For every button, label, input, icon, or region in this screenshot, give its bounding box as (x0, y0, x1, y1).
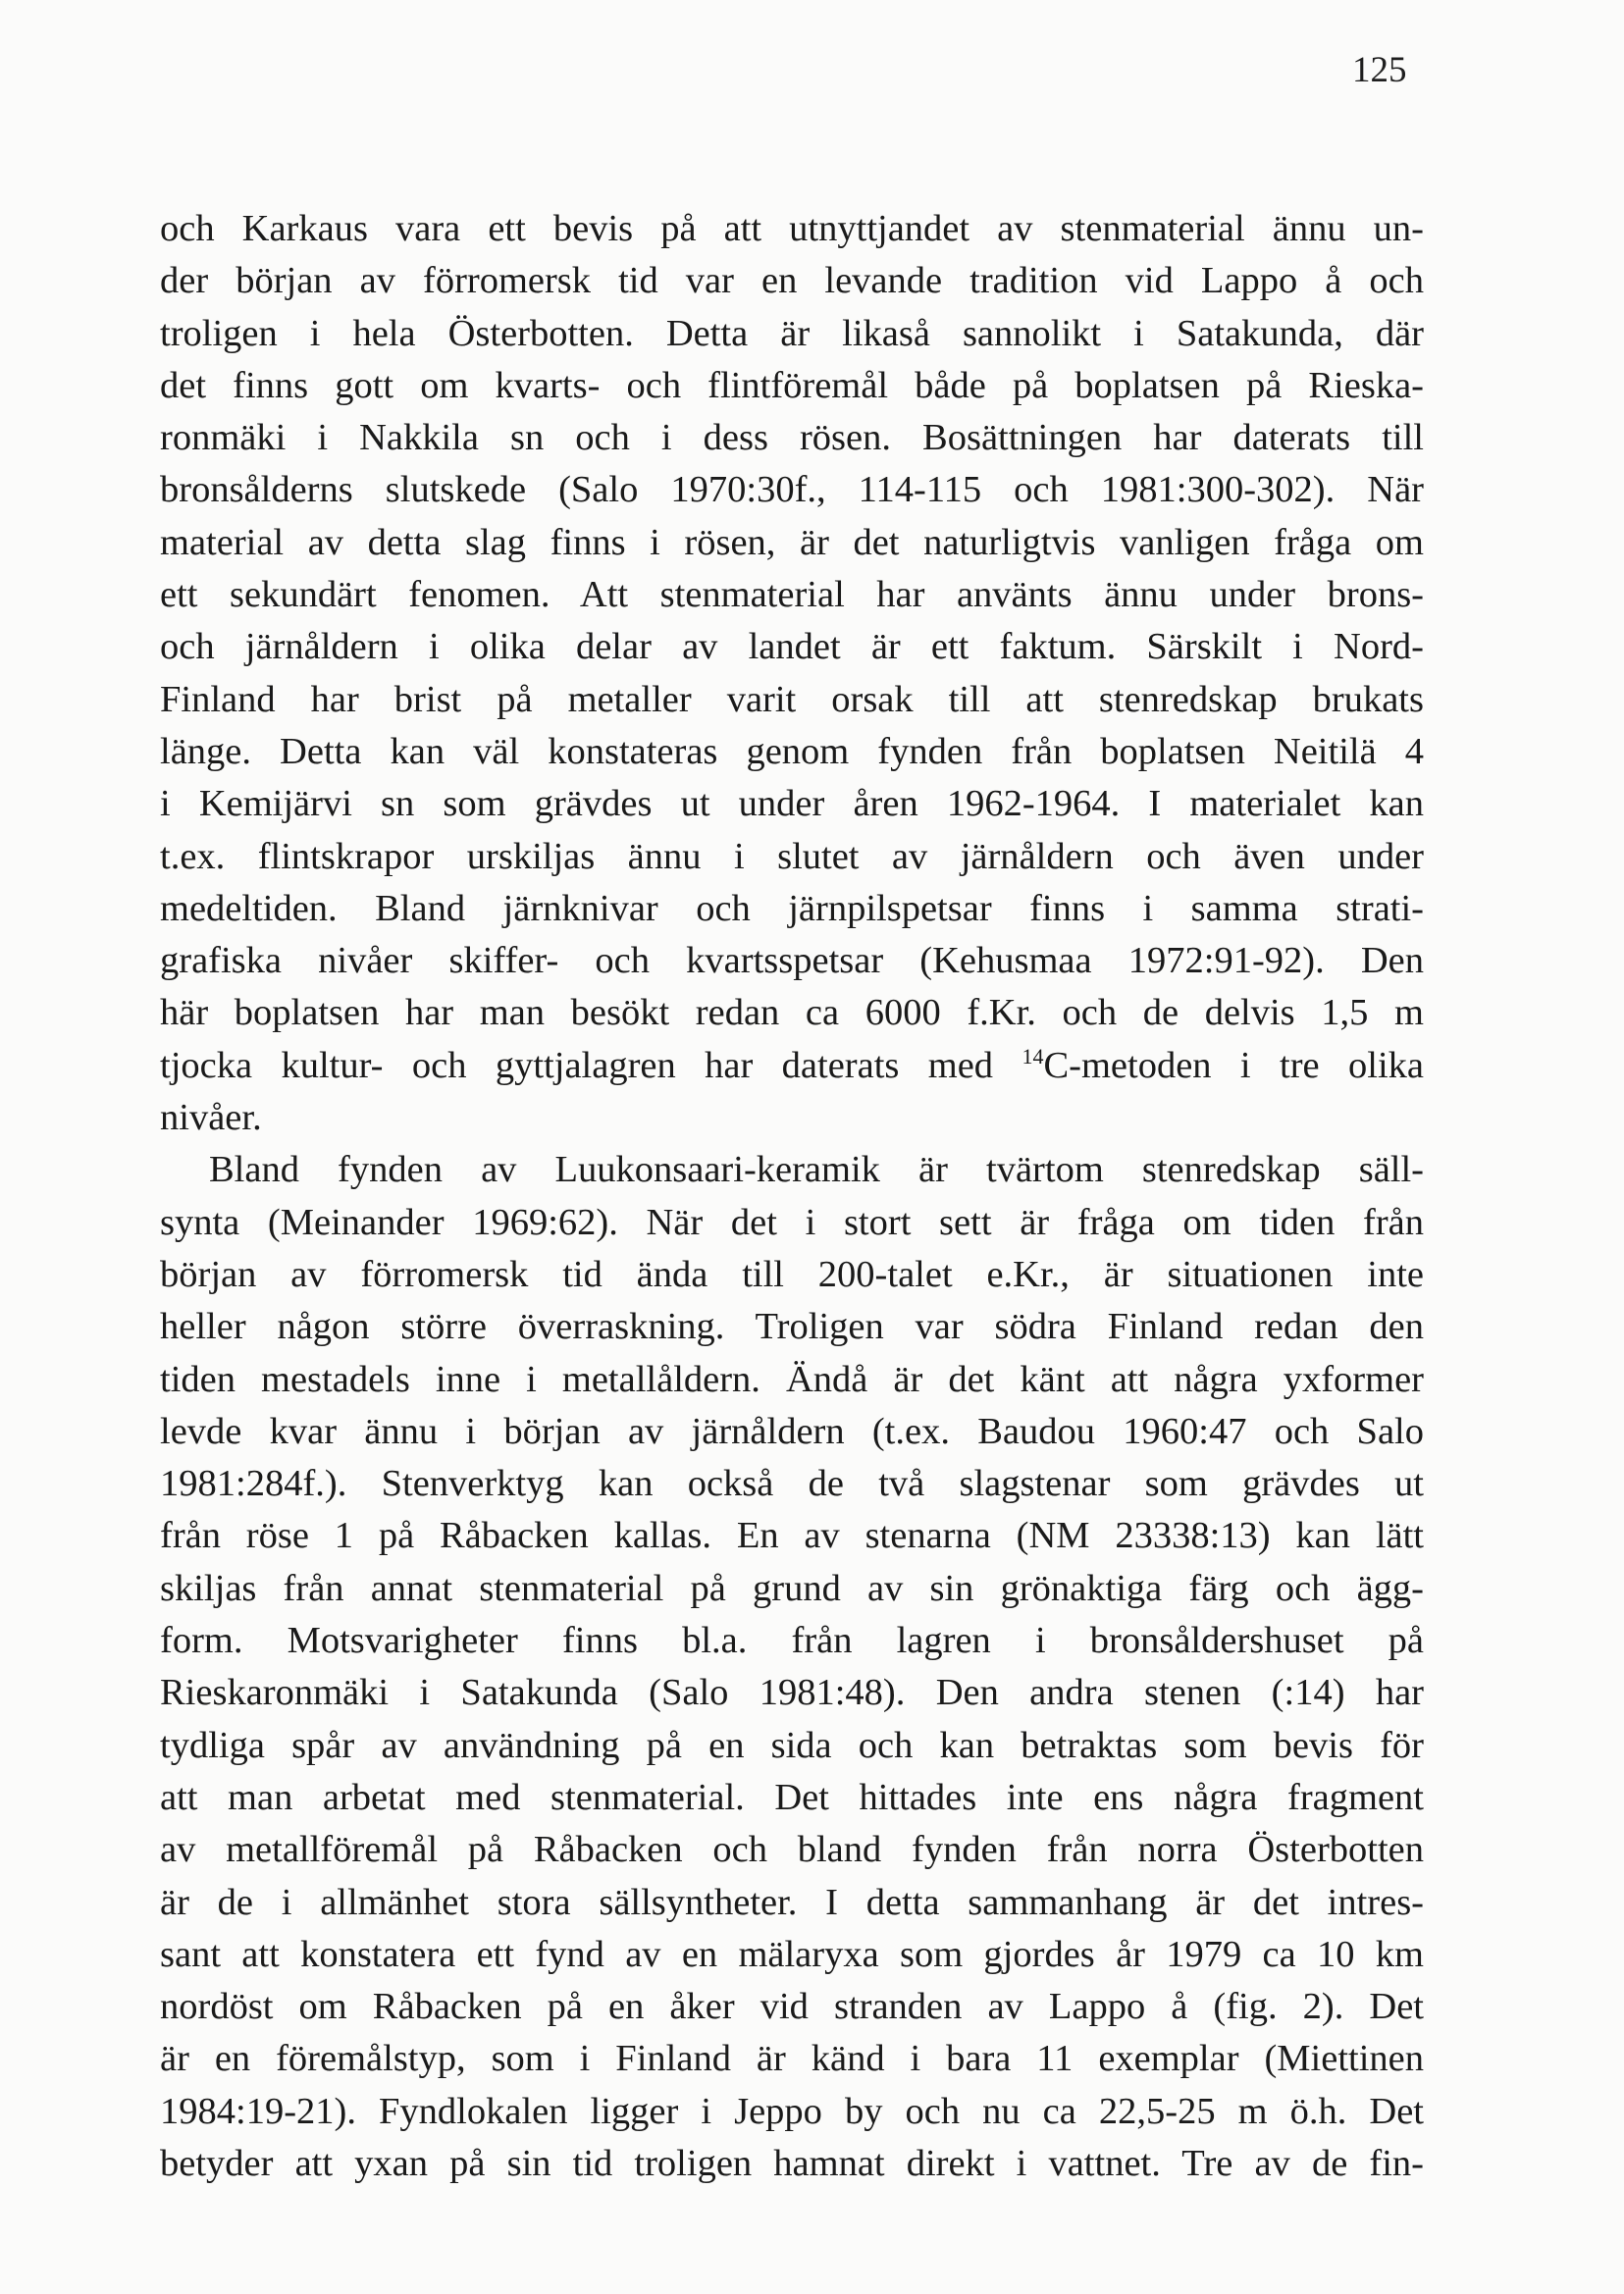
text-line: 1984:19-21). Fyndlokalen ligger i Jeppo by och nu ca 22,5-25 m ö.h. Det (160, 2090, 1424, 2132)
text-line: material av detta slag finns i rösen, är det naturligtvis vanligen fråga om (160, 521, 1424, 563)
text-line: der början av förromersk tid var en levande tradition vid Lappo å och (160, 260, 1424, 302)
text-line: skiljas från annat stenmaterial på grund av sin grönaktiga färg och ägg- (160, 1567, 1424, 1609)
text-line: ett sekundärt fenomen. Att stenmaterial har använts ännu under brons- (160, 574, 1424, 616)
text-line: ronmäki i Nakkila sn och i dess rösen. Bosättningen har daterats till (160, 417, 1424, 459)
text-line: synta (Meinander 1969:62). När det i stort sett är fråga om tiden från (160, 1201, 1424, 1243)
text-line: t.ex. flintskrapor urskiljas ännu i slutet av järnåldern och även under (160, 835, 1424, 877)
page-number: 125 (1352, 50, 1407, 90)
text-line: troligen i hela Österbotten. Detta är likaså sannolikt i Satakunda, där (160, 312, 1424, 354)
text-line: Rieskaronmäki i Satakunda (Salo 1981:48). Den andra stenen (:14) har (160, 1672, 1424, 1714)
text-line: nordöst om Råbacken på en åker vid stranden av Lappo å (fig. 2). Det (160, 1986, 1424, 2028)
text-line: bronsålderns slutskede (Salo 1970:30f., 114-115 och 1981:300-302). När (160, 469, 1424, 511)
text-line: grafiska nivåer skiffer- och kvartsspetsar (Kehusmaa 1972:91-92). Den (160, 940, 1424, 982)
text-line: är de i allmänhet stora sällsyntheter. I detta sammanhang är det intres- (160, 1881, 1424, 1923)
text-line: nivåer. (160, 1097, 262, 1139)
line-text: tjocka kultur- och gyttjalagren har daterats med (160, 1044, 1022, 1086)
text-line: här boplatsen har man besökt redan ca 6000 f.Kr. och de delvis 1,5 m (160, 992, 1424, 1034)
text-line: att man arbetat med stenmaterial. Det hittades inte ens några fragment (160, 1776, 1424, 1818)
text-line-with-superscript (160, 1040, 1424, 1092)
text-line: i Kemijärvi sn som grävdes ut under åren 1962-1964. I materialet kan (160, 783, 1424, 825)
text-line: början av förromersk tid ända till 200-talet e.Kr., är situationen inte (160, 1253, 1424, 1295)
text-line: från röse 1 på Råbacken kallas. En av stenarna (NM 23338:13) kan lätt (160, 1515, 1424, 1557)
text-line: tydliga spår av användning på en sida och kan betraktas som bevis för (160, 1724, 1424, 1766)
text-line: Bland fynden av Luukonsaari-keramik är tvärtom stenredskap säll- (209, 1149, 1424, 1191)
paragraph-1 (160, 203, 1424, 1144)
body-text (160, 203, 1424, 2190)
superscript: 14 (1022, 1043, 1044, 1069)
text-line: levde kvar ännu i början av järnåldern (t.ex. Baudou 1960:47 och Salo (160, 1410, 1424, 1452)
text-line: och järnåldern i olika delar av landet är ett faktum. Särskilt i Nord- (160, 626, 1424, 668)
text-line: är en föremålstyp, som i Finland är känd i bara 11 exemplar (Miettinen (160, 2038, 1424, 2080)
text-line: av metallföremål på Råbacken och bland fynden från norra Österbotten (160, 1829, 1424, 1871)
paragraph-2 (160, 1144, 1424, 2190)
text-line: 1981:284f.). Stenverktyg kan också de två slagstenar som grävdes ut (160, 1463, 1424, 1505)
text-line: betyder att yxan på sin tid troligen hamnat direkt i vattnet. Tre av de fin- (160, 2142, 1424, 2184)
text-line: Finland har brist på metaller varit orsak till att stenredskap brukats (160, 678, 1424, 720)
text-line: medeltiden. Bland järnknivar och järnpilspetsar finns i samma strati- (160, 887, 1424, 929)
text-line: heller någon större överraskning. Troligen var södra Finland redan den (160, 1306, 1424, 1348)
text-line: och Karkaus vara ett bevis på att utnyttjandet av stenmaterial ännu un- (160, 208, 1424, 249)
text-line: form. Motsvarigheter finns bl.a. från lagren i bronsåldershuset på (160, 1620, 1424, 1662)
text-line: sant att konstatera ett fynd av en mälaryxa som gjordes år 1979 ca 10 km (160, 1933, 1424, 1975)
text-line: tiden mestadels inne i metallåldern. Ändå är det känt att några yxformer (160, 1358, 1424, 1400)
line-text: C-metoden i tre olika (1043, 1044, 1425, 1086)
text-line: länge. Detta kan väl konstateras genom fynden från boplatsen Neitilä 4 (160, 730, 1424, 772)
text-line: det finns gott om kvarts- och flintföremål både på boplatsen på Rieska- (160, 364, 1424, 406)
